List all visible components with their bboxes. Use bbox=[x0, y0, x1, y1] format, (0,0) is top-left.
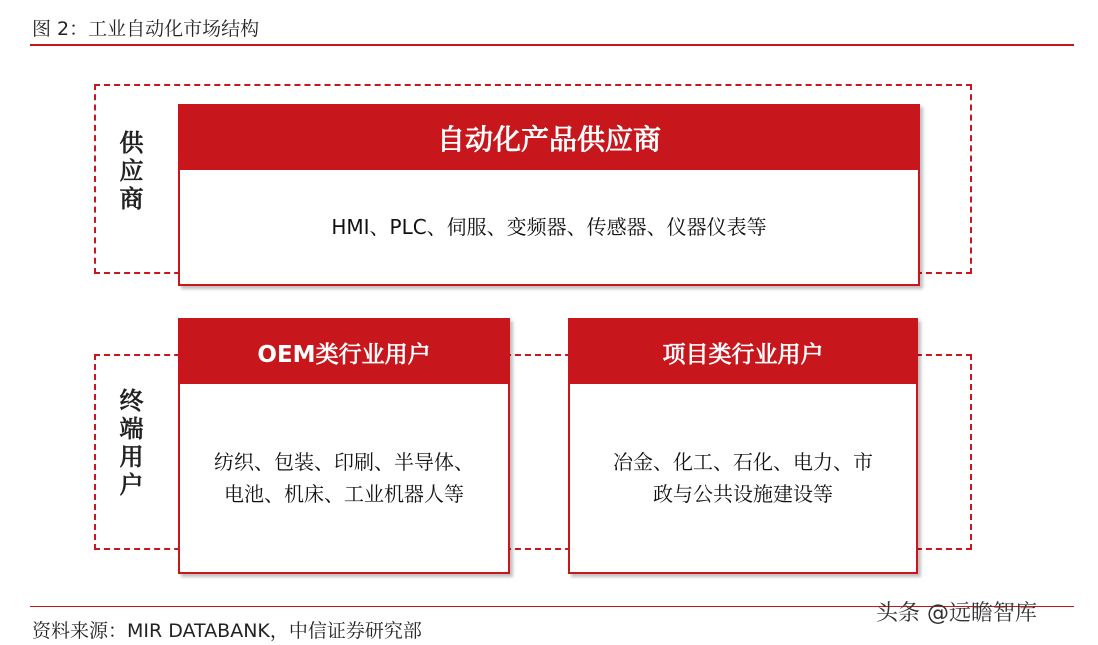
oem-user-card bbox=[178, 318, 510, 574]
supplier-card-title: 自动化产品供应商 bbox=[180, 106, 918, 170]
oem-user-card-body bbox=[180, 384, 508, 572]
project-user-card-line-2: 政与公共设施建设等 bbox=[653, 482, 833, 506]
end-user-group-label: 终端用户 bbox=[115, 388, 143, 500]
supplier-group-label: 供应商 bbox=[115, 130, 143, 214]
source-note: 资料来源：MIR DATABANK，中信证券研究部 bbox=[32, 620, 422, 642]
supplier-card bbox=[178, 104, 920, 286]
oem-user-card-title: OEM类行业用户 bbox=[180, 320, 508, 384]
oem-user-card-line-2: 电池、机床、工业机器人等 bbox=[224, 482, 464, 506]
supplier-card-body: HMI、PLC、伺服、变频器、传感器、仪器仪表等 bbox=[331, 215, 767, 239]
oem-user-card-line-1: 纺织、包装、印刷、半导体、 bbox=[214, 450, 474, 474]
figure-title: 图 2：工业自动化市场结构 bbox=[32, 18, 260, 40]
project-user-card-line-1: 冶金、化工、石化、电力、市 bbox=[613, 450, 873, 474]
project-user-card-body bbox=[570, 384, 916, 572]
title-divider bbox=[30, 44, 1074, 46]
project-user-card-title: 项目类行业用户 bbox=[570, 320, 916, 384]
watermark: 头条 @远瞻智库 bbox=[876, 601, 1037, 626]
project-user-card bbox=[568, 318, 918, 574]
